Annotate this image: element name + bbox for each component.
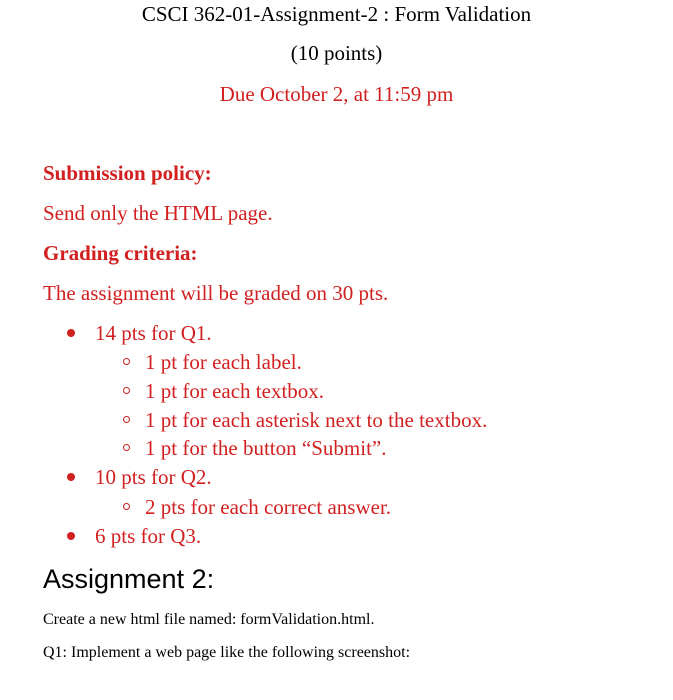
grading-item-label: 6 pts for Q3. <box>95 524 202 548</box>
grading-item-label: 10 pts for Q2. <box>95 465 212 489</box>
bullet-dot-icon <box>67 329 75 337</box>
grading-heading: Grading criteria: <box>43 241 198 265</box>
submission-heading: Submission policy: <box>43 161 212 185</box>
grading-item-label: 14 pts for Q1. <box>95 321 212 345</box>
assignment-line-2: Q1: Implement a web page like the following screenshot: <box>43 644 411 661</box>
document-title: CSCI 362-01-Assignment-2 : Form Validation <box>141 2 532 26</box>
points-label: (10 points) <box>290 41 383 65</box>
due-date: Due October 2, at 11:59 pm <box>219 82 454 106</box>
grading-intro: The assignment will be graded on 30 pts. <box>43 281 389 305</box>
grading-subitem: 2 pts for each correct answer. <box>145 495 392 519</box>
assignment-heading: Assignment 2: <box>43 564 215 594</box>
grading-subitem: 1 pt for the button “Submit”. <box>145 436 387 460</box>
grading-subitem: 1 pt for each label. <box>145 350 302 374</box>
bullet-circle-icon <box>123 416 130 423</box>
submission-text: Send only the HTML page. <box>43 201 273 225</box>
bullet-circle-icon <box>123 358 130 365</box>
bullet-circle-icon <box>123 444 130 451</box>
bullet-circle-icon <box>123 503 130 510</box>
assignment-line-1: Create a new html file named: formValidation.html. <box>43 611 375 628</box>
grading-subitem: 1 pt for each textbox. <box>145 379 325 403</box>
bullet-dot-icon <box>67 473 75 481</box>
bullet-circle-icon <box>123 387 130 394</box>
bullet-dot-icon <box>67 532 75 540</box>
grading-subitem: 1 pt for each asterisk next to the textbox. <box>145 408 488 432</box>
